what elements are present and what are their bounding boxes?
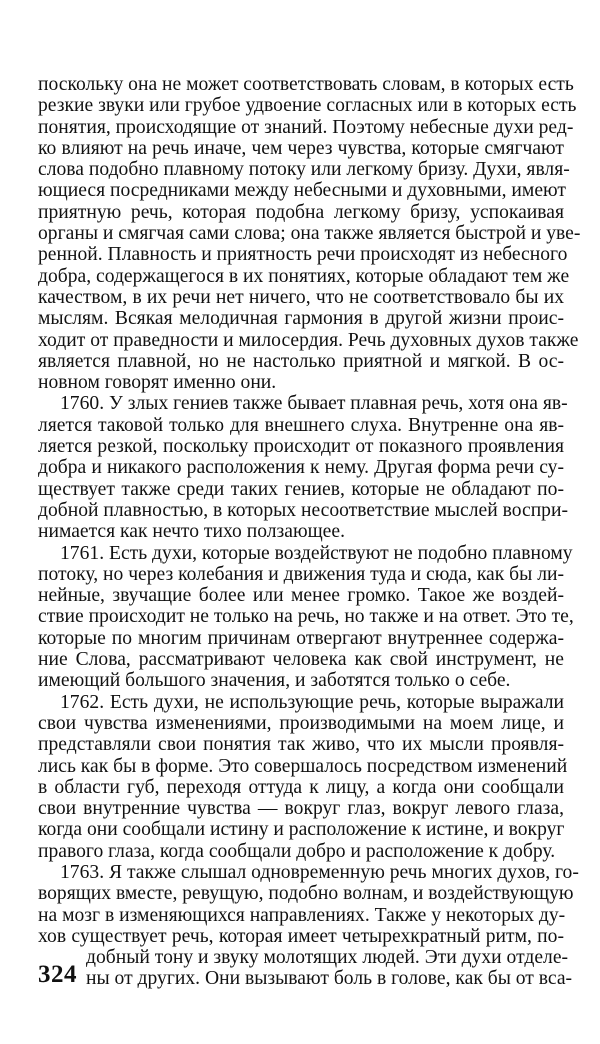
text-line: нимается как нечто тихо ползающее. [38,521,345,543]
text-line: лись как бы в форме. Это совершалось посредством изменений [38,755,568,777]
text-line: ющиеся посредниками между небесными и духовными, имеют [38,180,566,202]
text-line: когда они сообщали истину и расположение к истине, и вокруг [38,819,565,841]
text-line: добной плавностью, в которых несоответствие мыслей воспри- [38,499,568,521]
page-body-text [38,74,581,990]
text-line: на мозг в изменяющихся направлениях. Также у некоторых ду- [38,904,566,926]
text-line: резкие звуки или грубое удвоение согласных или в которых есть [38,95,577,117]
text-line: ны от других. Они вызывают боль в голове, как бы от вса- [86,968,573,990]
text-line: хов существует речь, которая имеет четырехкратный ритм, по- [38,925,564,947]
text-line: качеством, в их речи нет ничего, что не соответствовало бы их [38,286,564,308]
text-line: мыслям. Всякая мелодичная гармония в другой жизни проис- [38,308,564,330]
text-line: ко влияют на речь иначе, чем через чувства, которые смягчают [38,137,564,159]
text-line: поскольку она не может соответствовать словам, в которых есть [38,74,574,95]
text-line: слова подобно плавному потоку или легкому бризу. Духи, явля- [38,159,570,181]
text-line: в области губ, переходя оттуда к лицу, а когда они сообщали [38,776,564,798]
text-line: ствие происходит не только на речь, но также и на ответ. Это те, [38,606,574,628]
text-line: представляли свои понятия так живо, что их мысли проявля- [38,734,564,756]
text-line: свои чувства изменениями, производимыми на моем лице, и [38,712,564,734]
text-line: ществует также среди таких гениев, которые не обладают по- [38,478,564,500]
text-line: свои внутренние чувства — вокруг глаз, вокруг левого глаза, [38,798,564,820]
text-line: 1763. Я также слышал одновременную речь многих духов, го- [60,861,579,883]
text-line: добра и никакого расположения к нему. Другая форма речи су- [38,457,564,479]
text-line: ворящих вместе, ревущую, подобно волнам, и воздействующую [38,883,574,905]
text-line: ренной. Плавность и приятность речи происходят из небесного [38,244,568,266]
text-line: ляется резкой, поскольку происходит от показного проявления [38,436,564,458]
page-number: 324 [38,961,77,988]
text-line: ние Слова, рассматривают человека как свой инструмент, не [38,649,564,671]
text-line: приятную речь, которая подобна легкому бризу, успокаивая [38,201,564,223]
text-line: имеющий большого значения, и заботятся только о себе. [38,670,511,692]
text-line: 1760. У злых гениев также бывает плавная речь, хотя она яв- [60,393,568,415]
text-line: ляется таковой только для внешнего слуха. Внутренне она яв- [38,414,564,436]
text-line: добный тону и звуку молотящих людей. Эти духи отделе- [86,947,569,969]
text-line: правого глаза, когда сообщали добро и расположение к добру. [38,840,556,862]
text-line: органы и смягчая сами слова; она также является быстрой и уве- [38,223,581,245]
text-line: добра, содержащегося в их понятиях, которые обладают тем же [38,265,570,287]
text-line: понятия, происходящие от знаний. Поэтому небесные духи ред- [38,116,574,138]
text-line: потоку, но через колебания и движения туда и сюда, как бы ли- [38,563,564,585]
text-line: 1761. Есть духи, которые воздействуют не подобно плавному [60,542,573,564]
text-line: 1762. Есть духи, не использующие речь, которые выражали [60,691,564,713]
text-line: которые по многим причинам отвергают внутреннее содержа- [38,627,564,649]
text-line: является плавной, но не настолько приятной и мягкой. В ос- [38,350,564,372]
text-line: новном говорят именно они. [38,372,277,394]
text-line: ходит от праведности и милосердия. Речь духовных духов также [38,329,579,351]
text-line: нейные, звучащие более или менее громко. Такое же воздей- [38,585,564,607]
